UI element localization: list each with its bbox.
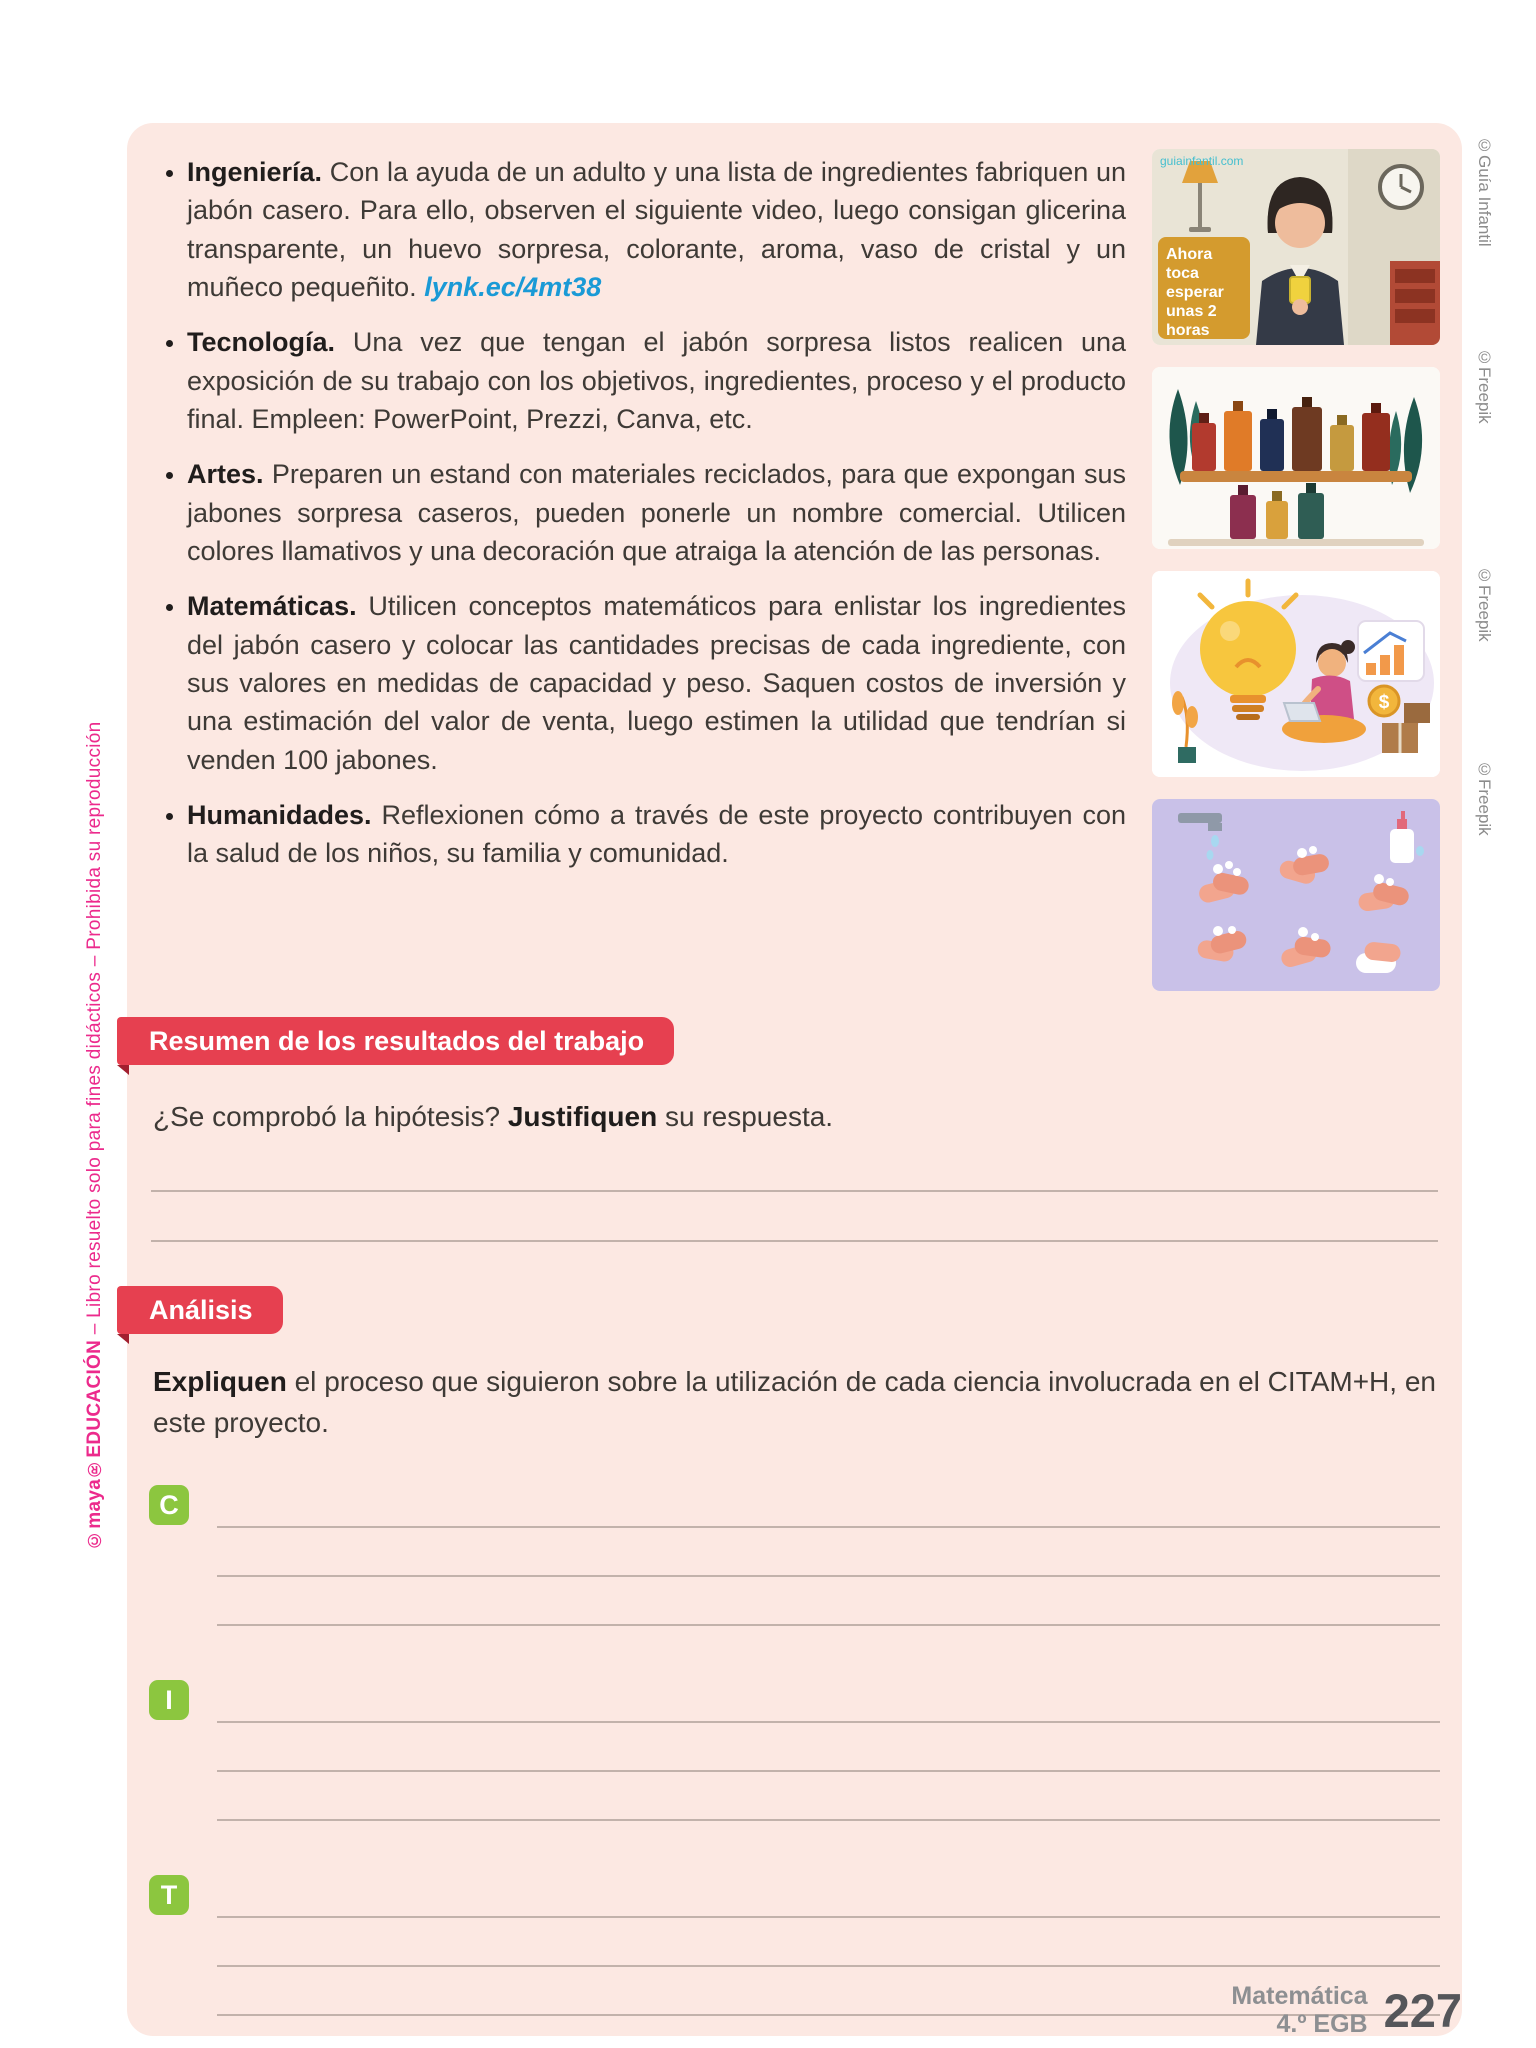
coin-icon [1369, 686, 1399, 716]
prompt-bold: Expliquen [153, 1366, 287, 1398]
svg-text:unas 2: unas 2 [1166, 303, 1217, 320]
answer-line [217, 1577, 1440, 1626]
svg-text:toca: toca [1166, 265, 1199, 282]
bottles-on-table [1230, 483, 1324, 539]
copyright-notice: – Libro resuelto solo para fines didácticos – Prohibida su reproducción [84, 721, 105, 1340]
soap-shelf-figure [1152, 367, 1440, 549]
answer-lines-c [217, 1479, 1440, 1626]
footer-grade: 4.º EGB [1276, 2010, 1368, 2038]
answer-badge-i: I [149, 1680, 189, 1720]
answer-lines-i [217, 1674, 1440, 1821]
photo-credit-freepik-1: ©Freepik [1475, 348, 1494, 424]
publisher-brand: ©maya®EDUCACIÓN [84, 1339, 105, 1550]
bullet-text: Preparen un estand con materiales reciclados, para que expongan sus jabones sorpresa caseros, pueden ponerle un nombre comercial. Utilicen colores llamativos y una decoración que atraiga la atención de las personas. [187, 459, 1126, 566]
bullet-lead: Artes. [187, 459, 264, 490]
answer-line [217, 1918, 1440, 1967]
soap-shelf-illustration [1152, 367, 1440, 549]
question-bold: Justifiquen [507, 1101, 658, 1132]
answer-line [217, 1479, 1440, 1528]
page-footer [1231, 1982, 1462, 2038]
analisis-banner: Análisis [117, 1286, 283, 1334]
handwashing-figure [1152, 799, 1440, 991]
bullet-artes [187, 455, 1126, 570]
clock-icon [1380, 166, 1422, 208]
video-caption [1158, 237, 1250, 339]
footer-subject-block [1231, 1982, 1367, 2038]
question-pre: ¿Se comprobó la hipótesis? [153, 1101, 508, 1132]
discipline-bullet-list [149, 153, 1126, 991]
cabinet-illustration [1390, 261, 1440, 345]
bullet-text: Utilicen conceptos matemáticos para enlistar los ingredientes del jabón casero y colocar las cantidades precisas de cada ingrediente, con sus valores en medidas de capacidad y peso. Saquen costos de inversión y una estimación del valor de venta, luego estimen la utilidad que tendrían si venden 100 jabones. [187, 591, 1126, 775]
answer-group-c [149, 1479, 1440, 1626]
answer-line [151, 1142, 1438, 1192]
answer-group-i [149, 1674, 1440, 1821]
bullet-lead: Humanidades. [187, 799, 372, 830]
answer-line [151, 1192, 1438, 1242]
svg-text:Ahora: Ahora [1166, 246, 1213, 263]
bullet-matematicas [187, 587, 1126, 779]
shelf-plank [1180, 471, 1412, 482]
resumen-banner: Resumen de los resultados del trabajo [117, 1017, 674, 1065]
video-thumbnail[interactable] [1152, 149, 1440, 345]
table-surface [1168, 539, 1424, 546]
svg-text:$: $ [1378, 692, 1390, 713]
bullet-text: Con la ayuda de un adulto y una lista de ingredientes fabriquen un jabón casero. Para ello, observen el siguiente video, luego consigan glicerina transparente, un huevo sorpresa, colorante, aroma, vaso de cristal y un muñeco pequeñito. [187, 157, 1126, 302]
handwashing-illustration [1152, 799, 1440, 991]
analysis-prompt [153, 1362, 1436, 1443]
content-row [149, 149, 1440, 991]
bullet-ingenieria [187, 153, 1126, 306]
figure-column [1152, 149, 1440, 991]
photo-credit-guia-infantil: ©Guía Infantil [1475, 136, 1494, 247]
svg-text:horas: horas [1166, 322, 1210, 339]
bullet-lead: Tecnología. [187, 327, 336, 358]
answer-badge-c: C [149, 1485, 189, 1525]
bullet-text: Una vez que tengan el jabón sorpresa listos realicen una exposición de su trabajo con los objetivos, ingredientes, proceso y el producto final. Empleen: PowerPoint, Prezzi, Canva, etc. [187, 327, 1126, 434]
answer-line [217, 1674, 1440, 1723]
prompt-text: el proceso que siguieron sobre la utilización de cada ciencia involucrada en el CITAM+H, en este proyecto. [153, 1366, 1436, 1438]
bullet-lead: Matemáticas. [187, 591, 357, 622]
question-post: su respuesta. [657, 1101, 834, 1132]
worksheet-panel [127, 123, 1462, 2036]
publisher-copyright-vertical [84, 555, 106, 1550]
answer-line [217, 1528, 1440, 1577]
bullet-text: Reflexionen cómo a través de este proyecto contribuyen con la salud de los niños, su familia y comunidad. [187, 799, 1126, 869]
video-thumbnail-illustration [1152, 149, 1440, 345]
photo-credit-freepik-3: ©Freepik [1475, 760, 1494, 836]
idea-illustration [1152, 571, 1440, 777]
answer-line [217, 1869, 1440, 1918]
hypothesis-question [153, 1097, 1436, 1136]
watermark-text: guiainfantil.com [1160, 154, 1244, 168]
hypothesis-answer-lines [151, 1142, 1438, 1242]
photo-credit-freepik-2: ©Freepik [1475, 566, 1494, 642]
answer-line [217, 1723, 1440, 1772]
idea-figure [1152, 571, 1440, 777]
page-number: 227 [1383, 1983, 1462, 2037]
footer-subject: Matemática [1231, 1982, 1368, 2010]
growth-chart-icon [1358, 621, 1424, 681]
video-link[interactable]: lynk.ec/4mt38 [424, 271, 602, 302]
bullet-lead: Ingeniería. [187, 157, 323, 187]
bullet-tecnologia [187, 323, 1126, 438]
bullet-humanidades [187, 796, 1126, 873]
svg-text:esperar: esperar [1166, 284, 1224, 301]
answer-line [217, 1772, 1440, 1821]
answer-badge-t: T [149, 1875, 189, 1915]
